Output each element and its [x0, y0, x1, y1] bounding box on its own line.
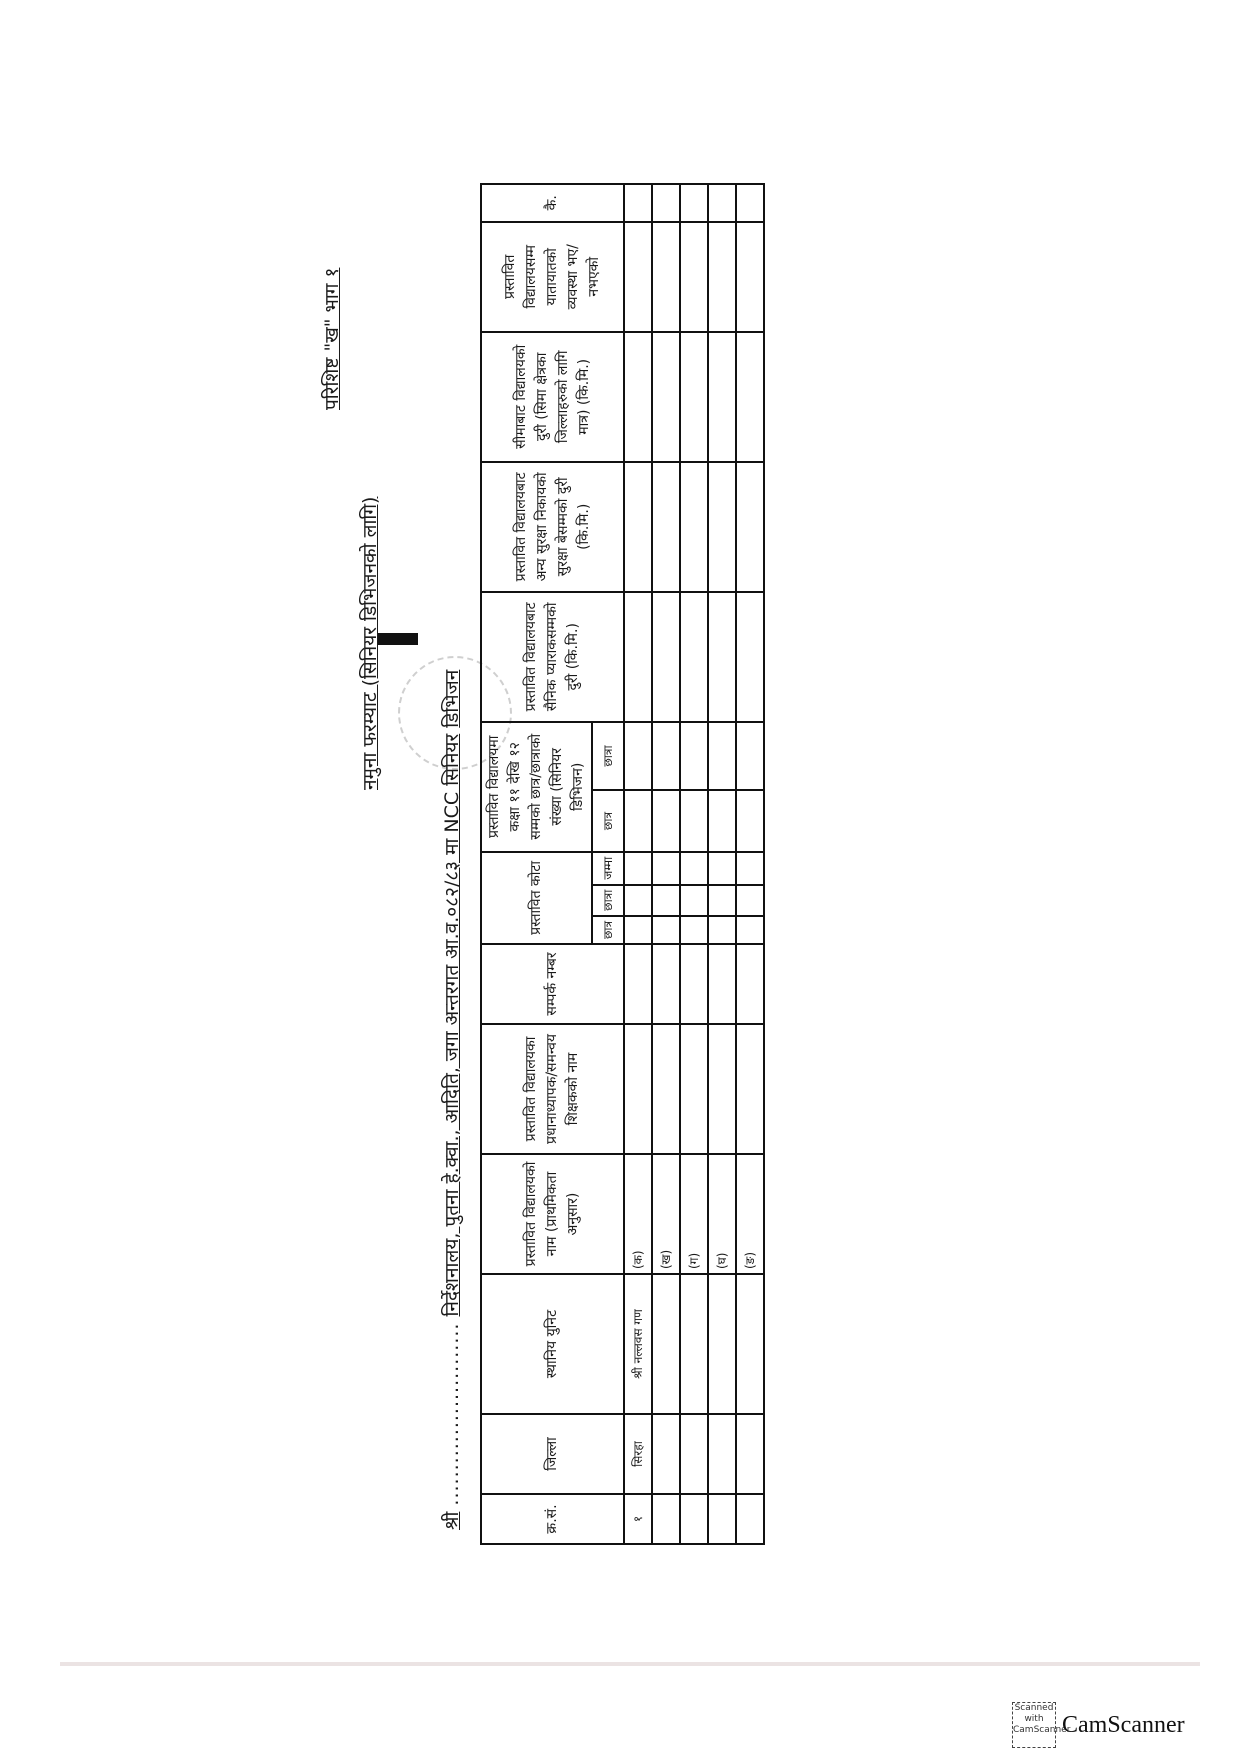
header-quota: प्रस्तावित कोटा: [481, 852, 592, 944]
table-row: [680, 184, 708, 1544]
cell-sn: [680, 1494, 708, 1544]
subheader-students-girls: छात्रा: [592, 722, 624, 790]
subheader-students-boys: छात्र: [592, 790, 624, 852]
cell-district: सिरहा: [624, 1414, 652, 1494]
camscanner-brand: CamScanner: [1062, 1712, 1185, 1738]
cell-district: [680, 1414, 708, 1494]
header-unit: स्थानिय युनिट: [481, 1274, 624, 1414]
cell-sn: [708, 1494, 736, 1544]
header-remarks: कै.: [481, 184, 624, 222]
cell-sn: [652, 1494, 680, 1544]
header-contact: सम्पर्क नम्बर: [481, 944, 624, 1024]
cell-district: [708, 1414, 736, 1494]
rotated-form: [310, 130, 930, 1650]
header-district: जिल्ला: [481, 1414, 624, 1494]
cell-school: (ङ): [736, 1154, 764, 1274]
header-sn: क्र.सं.: [481, 1494, 624, 1544]
subheader-quota-boys: छात्र: [592, 916, 624, 944]
header-school-name: प्रस्तावित विद्यालयको नाम (प्राथमिकता अनुसार): [481, 1154, 624, 1274]
cell-district: [736, 1414, 764, 1494]
cell-district: [652, 1414, 680, 1494]
cell-unit: [680, 1274, 708, 1414]
annex-label: परिशिष्ट "ख" भाग १: [321, 267, 343, 410]
table-row: [624, 184, 652, 1544]
header-distance-border: सीमाबाट विद्यालयको दुरी (सिमा क्षेत्रका जिल्लाहरुको लागि मात्र) (कि.मि.): [481, 332, 624, 462]
form-title: नमुना फरम्याट (सिनियर डिभिजनको लागि): [359, 496, 381, 790]
cell-school: (क): [624, 1154, 652, 1274]
header-transport: प्रस्तावित विद्यालयसम्म यातायातको व्यवस्था भए/नभएको: [481, 222, 624, 332]
cell-school: (ख): [652, 1154, 680, 1274]
addressee-line: निर्देशनालय, पुतना हे.क्वा., आदिति, जगा अन्तरगत आ.व.०८२/८३ मा NCC सिनियर: [441, 733, 463, 1317]
cell-unit: [736, 1274, 764, 1414]
header-distance-camp: प्रस्तावित विद्यालयबाट सैनिक प्याराकसम्मको दुरी (कि.मि.): [481, 592, 624, 722]
watermark-app: CamScanner: [1013, 1725, 1071, 1735]
cell-sn: १: [624, 1494, 652, 1544]
scan-edge: [60, 1662, 1200, 1666]
cell-unit: श्री नल्लवस गण: [624, 1274, 652, 1414]
subheader-quota-girls: छात्रा: [592, 885, 624, 916]
header-distance-other: प्रस्तावित विद्यालयबाट अन्य सुरक्षा निकायको सुरक्षा बेसम्मको दुरी (कि.मि.): [481, 462, 624, 592]
header-head-teacher: प्रस्तावित विद्यालयका प्रधानाध्यापक/समन्वय शिक्षकको नाम: [481, 1024, 624, 1154]
table-row: [736, 184, 764, 1544]
camscanner-logo: [1012, 1702, 1071, 1748]
cell-school: (ग): [680, 1154, 708, 1274]
addressee-suffix: डिभिजन: [441, 669, 463, 728]
cell-unit: [652, 1274, 680, 1414]
table-row: [652, 184, 680, 1544]
addressee: श्री .......................... निर्देशनालय, पुतना हे.क्वा., आदिति, जगा अन्तरगत आ.व.०८२/८३ मा NCC सिनियर डिभिजन: [441, 669, 463, 1530]
cell-unit: [708, 1274, 736, 1414]
nomination-table: [480, 183, 765, 1545]
watermark-scanned-with: Scanned with: [1014, 1703, 1054, 1724]
addressee-prefix: श्री: [441, 1511, 463, 1530]
cell-school: (घ): [708, 1154, 736, 1274]
subheader-quota-total: जम्मा: [592, 852, 624, 885]
header-students: प्रस्तावित विद्यालयमा कक्षा ११ देखि १२ सम्मको छात्र/छात्राको संख्या (सिनियर डिभिजन): [481, 722, 592, 852]
cell-sn: [736, 1494, 764, 1544]
table-row: [708, 184, 736, 1544]
scan-mark: [378, 633, 418, 645]
